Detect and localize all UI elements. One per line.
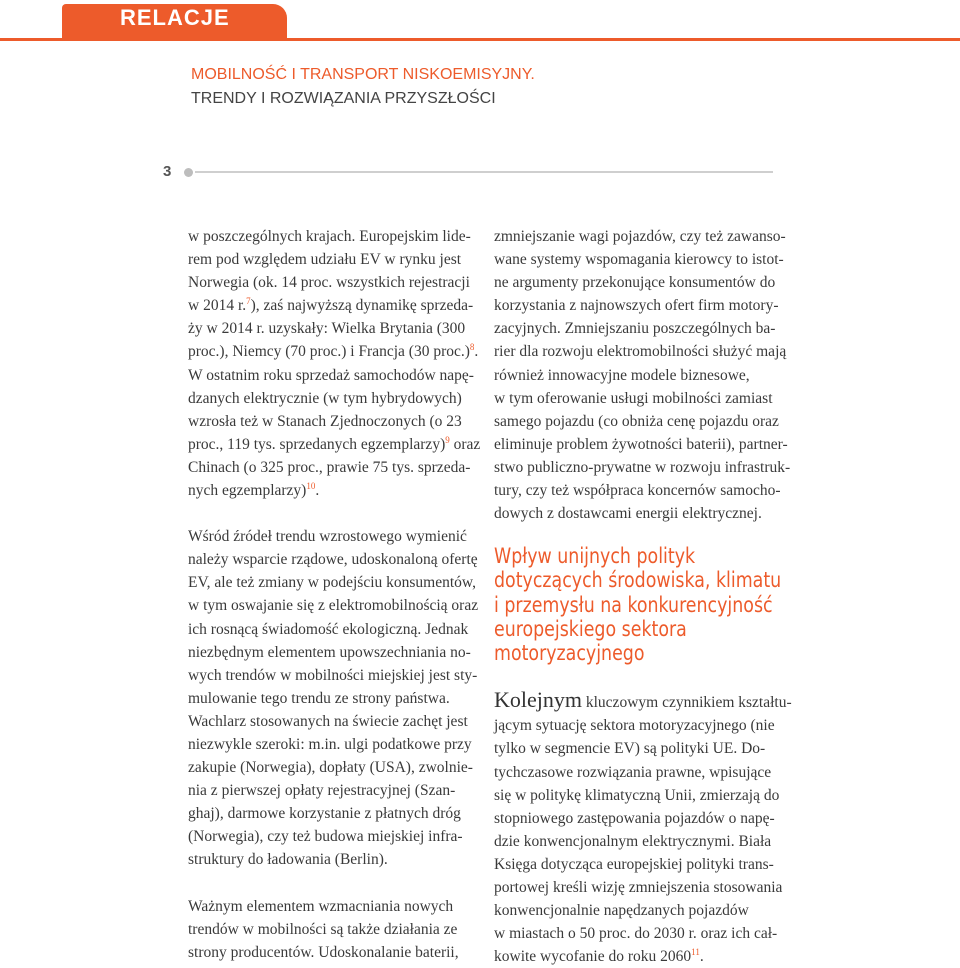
text-line: Wachlarz stosowanych na świecie zachęt jest — [188, 712, 468, 730]
text-line: tychczasowe rozwiązania prawne, wpisujące — [494, 763, 772, 781]
header-rule — [0, 38, 960, 41]
text-line: trendów w mobilności są także działania ze — [188, 920, 458, 938]
paragraph-gap — [188, 502, 466, 525]
paragraph-gap — [494, 666, 776, 688]
text-line: jącym sytuację sektora motoryzacyjnego (nie — [494, 717, 775, 735]
heading-line: Wpływ unijnych polityk — [494, 544, 696, 570]
text-line: rier dla rozwoju elektromobilności służyć mają — [494, 343, 787, 361]
paragraph-2 — [188, 364, 481, 503]
text-line: konwencjonalnie napędzanych pojazdów — [494, 902, 749, 920]
text-line — [494, 945, 776, 968]
text-line: wzrosła też w Stanach Zjednoczonych (o 23 — [188, 412, 462, 430]
text-line: EV, ale też zmiany w podejściu konsumentów, — [188, 574, 476, 592]
text-line — [188, 340, 479, 363]
text-run: . — [315, 482, 320, 500]
text-line: w tym oswajanie się z elektromobilnością oraz — [188, 597, 479, 615]
text-line — [188, 294, 474, 317]
text-run: oraz — [449, 435, 481, 453]
text-line: ne argumenty przekonujące konsumentów do — [494, 274, 776, 292]
footnote-ref-10[interactable]: 10 — [306, 481, 316, 492]
page-number: 3 — [163, 163, 172, 180]
text-line: w miastach o 50 proc. do 2030 r. oraz ich cał- — [494, 925, 778, 943]
left-column — [188, 225, 481, 964]
text-line: się w politykę klimatyczną Unii, zmierzają do — [494, 786, 780, 804]
text-line: (Norwegia), czy też budowa miejskiej infra- — [188, 828, 463, 846]
text-line: w poszczególnych krajach. Europejskim lide- — [188, 228, 471, 245]
text-run: . — [474, 343, 479, 361]
text-line: dowych z dostawcami energii elektrycznej. — [494, 505, 762, 523]
paragraph-1 — [188, 225, 479, 364]
text-line: zmniejszanie wagi pojazdów, czy też zawanso- — [494, 228, 786, 245]
heading-line: motoryzacyjnego — [494, 641, 645, 667]
text-line: dzie konwencjonalnym elektrycznymi. Biała — [494, 832, 772, 850]
text-line: niezwykle szeroki: m.in. ulgi podatkowe przy — [188, 735, 472, 753]
text-line: w tym oferowanie usługi mobilności zamiast — [494, 389, 773, 407]
text-line: W ostatnim roku sprzedaż samochodów napę- — [188, 366, 474, 384]
paragraph-3 — [188, 525, 479, 871]
page-rule — [195, 171, 773, 173]
right-column — [494, 225, 792, 968]
text-run: kowite wycofanie do roku 2060 — [494, 948, 692, 966]
section-label: RELACJE — [120, 5, 230, 30]
text-line: również innowacyjne modele biznesowe, — [494, 366, 750, 384]
text-line — [188, 433, 481, 456]
text-line: rem pod względem udziału EV w rynku jest — [188, 251, 462, 269]
text-line: dzanych elektrycznie (w tym hybrydowych) — [188, 389, 462, 407]
text-line — [188, 479, 466, 502]
text-line: niezbędnym elementem upowszechniania no- — [188, 643, 471, 661]
text-line: nia z pierwszej opłaty rejestracyjnej (Szan- — [188, 782, 456, 800]
paragraph-4 — [188, 895, 466, 964]
text-line: zacyjnych. Zmniejszaniu poszczególnych ba- — [494, 320, 776, 338]
text-line: Wśród źródeł trendu wzrostowego wymienić — [188, 528, 467, 546]
footnote-ref-8[interactable]: 8 — [469, 342, 475, 353]
text-line: stopniowego zastępowania pojazdów o napę- — [494, 809, 775, 827]
text-line: mulowanie tego trendu ze strony państwa. — [188, 689, 450, 707]
footnote-ref-9[interactable]: 9 — [445, 434, 450, 445]
footnote-ref-7[interactable]: 7 — [246, 296, 251, 307]
heading-line: europejskiego sektora — [494, 616, 687, 642]
text-line: ich rosnącą świadomość ekologiczną. Jednak — [188, 620, 469, 638]
paragraph-gap — [494, 525, 776, 545]
text-line: wane systemy wspomagania kierowcy to istot- — [494, 251, 784, 269]
text-line: struktury do ładowania (Berlin). — [188, 851, 388, 869]
text-line: korzystania z najnowszych ofert firm motory- — [494, 297, 779, 315]
text-run: proc., 119 tys. sprzedanych egzemplarzy) — [188, 435, 446, 453]
text-line: tury, czy też współpraca koncernów samocho- — [494, 482, 781, 500]
heading-line: i przemysłu na konkurencyjność — [494, 592, 773, 618]
text-line: stwo publiczno-prywatne w rozwoju infrastruk- — [494, 458, 791, 476]
text-line: Ważnym elementem wzmacniania nowych — [188, 897, 454, 915]
text-line: wych trendów w mobilności miejskiej jest sty- — [188, 666, 478, 684]
text-line: portowej kreśli wizję zmniejszenia stosowania — [494, 878, 783, 896]
section-heading — [494, 544, 782, 667]
text-run: w 2014 r. — [188, 297, 247, 315]
text-line: eliminuje problem żywotności baterii), partner- — [494, 435, 788, 453]
text-line — [494, 687, 792, 714]
text-line: tylko w segmencie EV) są polityki UE. Do- — [494, 740, 766, 758]
text-line: Chinach (o 325 proc., prawie 75 tys. sprzeda- — [188, 458, 471, 476]
text-line: zakupie (Norwegia), dopłaty (USA), zwolnie- — [188, 759, 473, 777]
text-line: strony producentów. Udoskonalanie baterii, — [188, 943, 459, 961]
document-subtitle: TRENDY I ROZWIĄZANIA PRZYSZŁOŚCI — [191, 90, 496, 107]
paragraph-6 — [494, 687, 792, 968]
footnote-ref-11[interactable]: 11 — [691, 947, 700, 958]
page-marker-dot — [184, 168, 193, 177]
text-line: ghaj), darmowe korzystanie z płatnych dróg — [188, 805, 461, 823]
text-line: należy wsparcie rządowe, udoskonaloną ofertę — [188, 551, 478, 569]
text-run: kluczowym czynnikiem kształtu- — [582, 694, 792, 712]
text-line: Norwegia (ok. 14 proc. wszystkich rejestracji — [188, 274, 470, 292]
text-line: Księga dotycząca europejskiej polityki trans- — [494, 855, 774, 873]
text-run: . — [699, 948, 704, 966]
heading-line: dotyczących środowiska, klimatu — [494, 568, 782, 594]
paragraph-5 — [494, 225, 791, 525]
paragraph-gap — [188, 872, 466, 895]
lead-word: Kolejnym — [494, 687, 582, 713]
text-run: nych egzemplarzy) — [188, 482, 307, 500]
text-run: ), zaś najwyższą dynamikę sprzeda- — [250, 297, 474, 315]
text-line: ży w 2014 r. uzyskały: Wielka Brytania (300 — [188, 320, 466, 338]
text-line: samego pojazdu (co obniża cenę pojazdu oraz — [494, 412, 779, 430]
document-title: MOBILNOŚĆ I TRANSPORT NISKOEMISYJNY. — [191, 66, 535, 83]
text-run: proc.), Niemcy (70 proc.) i Francja (30 proc.) — [188, 343, 470, 361]
